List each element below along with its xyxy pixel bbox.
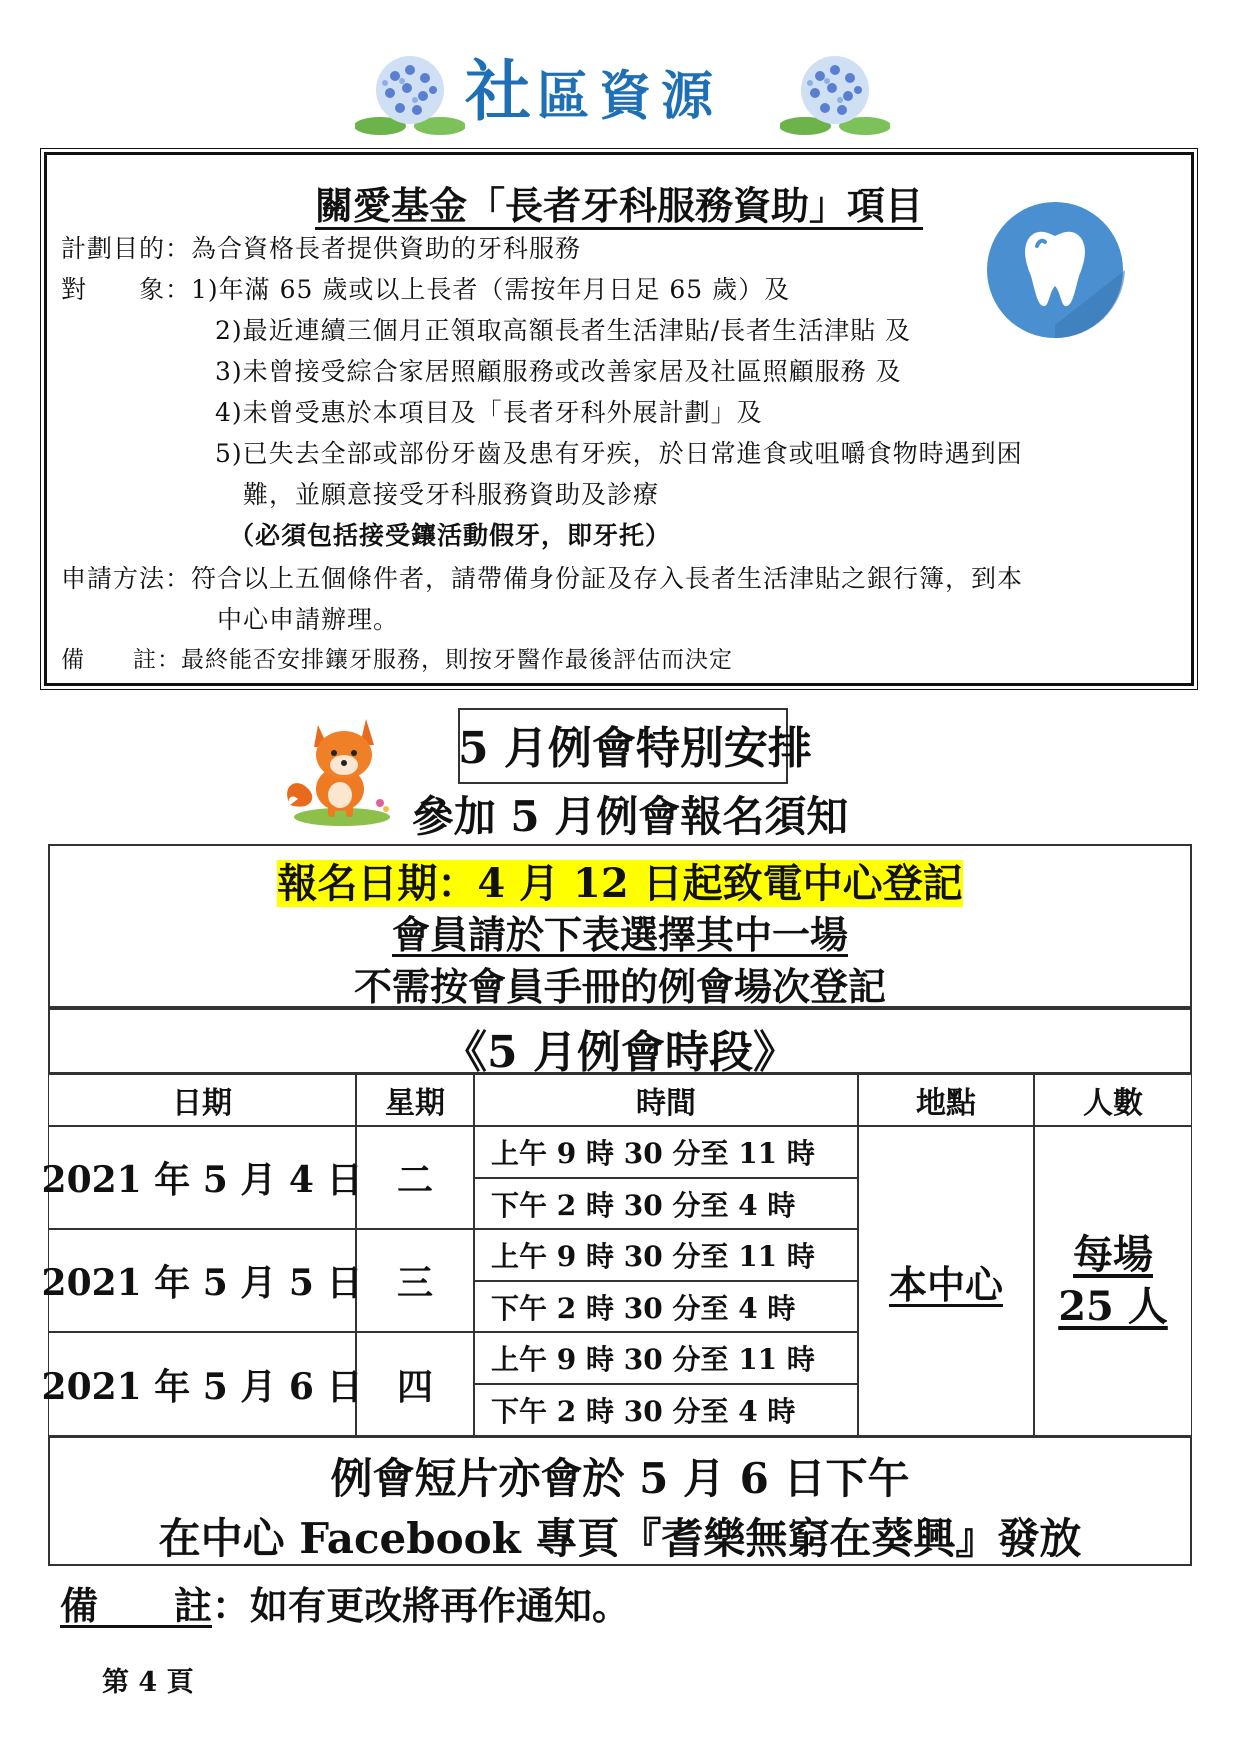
capacity-line-1: 每場 [1073, 1231, 1153, 1278]
video-notice-line-2: 在中心 Facebook 專頁『耆樂無窮在葵興』發放 [158, 1514, 1082, 1563]
schedule-table [41, 1074, 1192, 1436]
registration-date-row [50, 852, 1190, 909]
meeting-title: 5 月例會特別安排 [458, 723, 812, 774]
condition-5: 5)已失去全部或部份牙齒及患有牙疾，於日常進食或咀嚼食物時遇到困 [215, 439, 1023, 468]
purpose-label: 計劃目的： [61, 234, 192, 263]
registration-frame [48, 844, 1192, 1008]
meeting-remark-label: 備 註 [60, 1583, 213, 1628]
header-title-rest: 區資源 [537, 66, 724, 127]
meeting-remark-text: ：如有更改將再作通知。 [212, 1583, 631, 1628]
meeting-subtitle: 參加 5 月例會報名須知 [411, 792, 849, 841]
row-pm-session: 下午 2 時 30 分至 4 時 [474, 1178, 858, 1229]
condition-3: 3)未曾接受綜合家居照顧服務或改善家居及社區照顧服務 及 [215, 357, 902, 386]
header-time: 時間 [474, 1074, 858, 1126]
condition-2: 2)最近連續三個月正領取高額長者生活津貼/長者生活津貼 及 [215, 316, 912, 345]
registration-date: 報名日期：4 月 12 日起致電中心登記 [277, 860, 963, 907]
row-am-session: 上午 9 時 30 分至 11 時 [474, 1126, 858, 1178]
row-pm-session: 下午 2 時 30 分至 4 時 [474, 1384, 858, 1436]
hydrangea-right-icon [780, 48, 890, 138]
meeting-remark [60, 1575, 630, 1630]
row-am-session: 上午 9 時 30 分至 11 時 [474, 1332, 858, 1384]
page-number: 第 4 頁 [102, 1667, 194, 1698]
row-am-session: 上午 9 時 30 分至 11 時 [474, 1229, 858, 1281]
target-label: 對 象： [61, 275, 192, 304]
apply-row [61, 559, 1023, 595]
apply-label: 申請方法： [61, 564, 192, 593]
dental-title: 關愛基金「長者牙科服務資助」項目 [314, 183, 923, 228]
registration-note-1: 會員請於下表選擇其中一場 [391, 912, 848, 957]
remark-row [61, 641, 733, 674]
row-date: 2021 年 5 月 4 日 [48, 1126, 356, 1229]
apply-text-2: 中心申請辦理。 [217, 605, 400, 634]
row-pm-session: 下午 2 時 30 分至 4 時 [474, 1281, 858, 1332]
location-text: 本中心 [888, 1261, 1003, 1307]
remark-label: 備 註： [61, 647, 181, 673]
condition-1: 1)年滿 65 歲或以上長者（需按年月日足 65 歲）及 [191, 275, 791, 304]
header-weekday: 星期 [356, 1074, 474, 1126]
row-date: 2021 年 5 月 6 日 [48, 1332, 356, 1436]
capacity-line-2: 25 人 [1058, 1283, 1168, 1330]
header-capacity: 人數 [1034, 1074, 1192, 1126]
header-location: 地點 [858, 1074, 1034, 1126]
hydrangea-left-icon [355, 48, 465, 138]
header-date: 日期 [48, 1074, 356, 1126]
registration-note-2: 不需按會員手冊的例會場次登記 [353, 964, 886, 1009]
denture-requirement: （必須包括接受鑲活動假牙，即牙托） [229, 521, 672, 550]
row-weekday: 二 [356, 1126, 474, 1229]
location-cell [858, 1126, 1034, 1436]
period-title-frame [48, 1008, 1192, 1078]
purpose-row [61, 229, 581, 265]
tooth-icon [985, 200, 1125, 340]
header-title-big: 社 [465, 52, 537, 130]
video-notice-line-1: 例會短片亦會於 5 月 6 日下午 [330, 1454, 910, 1503]
apply-text-1: 符合以上五個條件者，請帶備身份証及存入長者生活津貼之銀行簿，到本 [191, 564, 1024, 593]
capacity-cell [1034, 1126, 1192, 1436]
row-weekday: 三 [356, 1229, 474, 1332]
remark-text: 最終能否安排鑲牙服務，則按牙醫作最後評估而決定 [181, 647, 733, 673]
condition-4: 4)未曾受惠於本項目及「長者牙科外展計劃」及 [215, 398, 763, 427]
video-notice-frame [48, 1436, 1192, 1566]
registration-note-1-row [50, 904, 1190, 959]
condition-5-cont: 難，並願意接受牙科服務資助及診療 [243, 480, 660, 509]
row-weekday: 四 [356, 1332, 474, 1436]
target-row [61, 270, 790, 306]
row-date: 2021 年 5 月 5 日 [48, 1229, 356, 1332]
page-header-title [465, 38, 723, 133]
period-title: 《5 月例會時段》 [443, 1027, 797, 1078]
purpose-text: 為合資格長者提供資助的牙科服務 [191, 234, 582, 263]
